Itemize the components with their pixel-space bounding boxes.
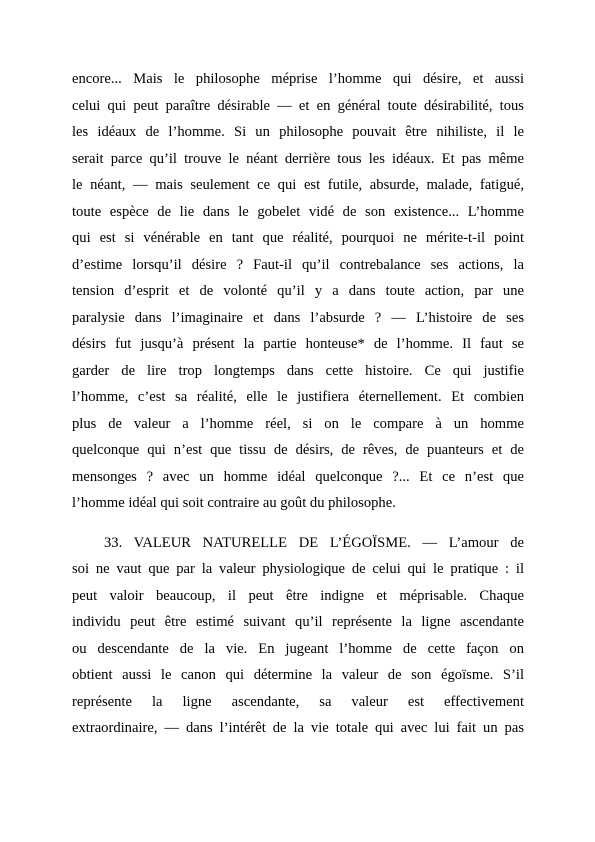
paragraph-1 bbox=[72, 66, 524, 517]
text-line: obtient aussi le canon qui détermine la valeur de son égoïsme. S’il bbox=[72, 667, 524, 683]
text-line: celui qui peut paraître désirable — et en général toute désirabilité, tous bbox=[72, 97, 524, 114]
text-line: extraordinaire, — dans l’intérêt de la vie totale qui avec lui fait un pas bbox=[72, 720, 524, 736]
text-line: mensonges ? avec un homme idéal quelconque ?... Et ce n’est que bbox=[72, 468, 524, 485]
text-line: paralysie dans l’imaginaire et dans l’absurde ? — L’histoire de ses bbox=[72, 309, 524, 326]
section-heading-line: 33. VALEUR NATURELLE DE L’ÉGOÏSME. — L’amour de bbox=[104, 534, 524, 551]
text-line: garder de lire trop longtemps dans cette histoire. Ce qui justifie bbox=[72, 362, 524, 379]
text-line: désirs fut jusqu’à présent la partie honteuse* de l’homme. Il faut se bbox=[72, 336, 524, 352]
text-line: individu peut être estimé suivant qu’il représente la ligne ascendante bbox=[72, 614, 524, 630]
text-line: l’homme idéal qui soit contraire au goût du philosophe. bbox=[72, 495, 396, 511]
text-line: tension d’esprit et de volonté qu’il y a dans toute action, par une bbox=[72, 283, 524, 299]
text-line: le néant, — mais seulement ce qui est futile, absurde, malade, fatigué, bbox=[72, 177, 524, 193]
text-line: les idéaux de l’homme. Si un philosophe pouvait être nihiliste, il le bbox=[72, 124, 524, 140]
page-body bbox=[72, 66, 524, 742]
text-line: l’homme, c’est sa réalité, elle le justifiera éternellement. Et combien bbox=[72, 389, 524, 405]
text-line: peut valoir beaucoup, il peut être indigne et méprisable. Chaque bbox=[72, 587, 524, 604]
text-line: plus de valeur a l’homme réel, si on le compare à un homme bbox=[72, 415, 524, 432]
text-line: ou descendante de la vie. En jugeant l’homme de cette façon on bbox=[72, 640, 524, 657]
paragraph-gap bbox=[72, 517, 524, 530]
text-line: quelconque qui n’est que tissu de désirs, de rêves, de puanteurs et de bbox=[72, 442, 524, 458]
text-line: qui est si vénérable en tant que réalité, pourquoi ne mérite-t-il point bbox=[72, 230, 524, 246]
text-line: toute espèce de lie dans le gobelet vidé de son existence... L’homme bbox=[72, 203, 524, 220]
text-line: représente la ligne ascendante, sa valeur est effectivement bbox=[72, 693, 524, 710]
text-line: serait parce qu’il trouve le néant derrière tous les idéaux. Et pas même bbox=[72, 150, 524, 167]
paragraph-2 bbox=[72, 530, 524, 742]
text-line: d’estime lorsqu’il désire ? Faut-il qu’il contrebalance ses actions, la bbox=[72, 256, 524, 273]
text-line: soi ne vaut que par la valeur physiologique de celui qui le pratique : il bbox=[72, 561, 524, 577]
text-line: encore... Mais le philosophe méprise l’homme qui désire, et aussi bbox=[72, 71, 524, 87]
